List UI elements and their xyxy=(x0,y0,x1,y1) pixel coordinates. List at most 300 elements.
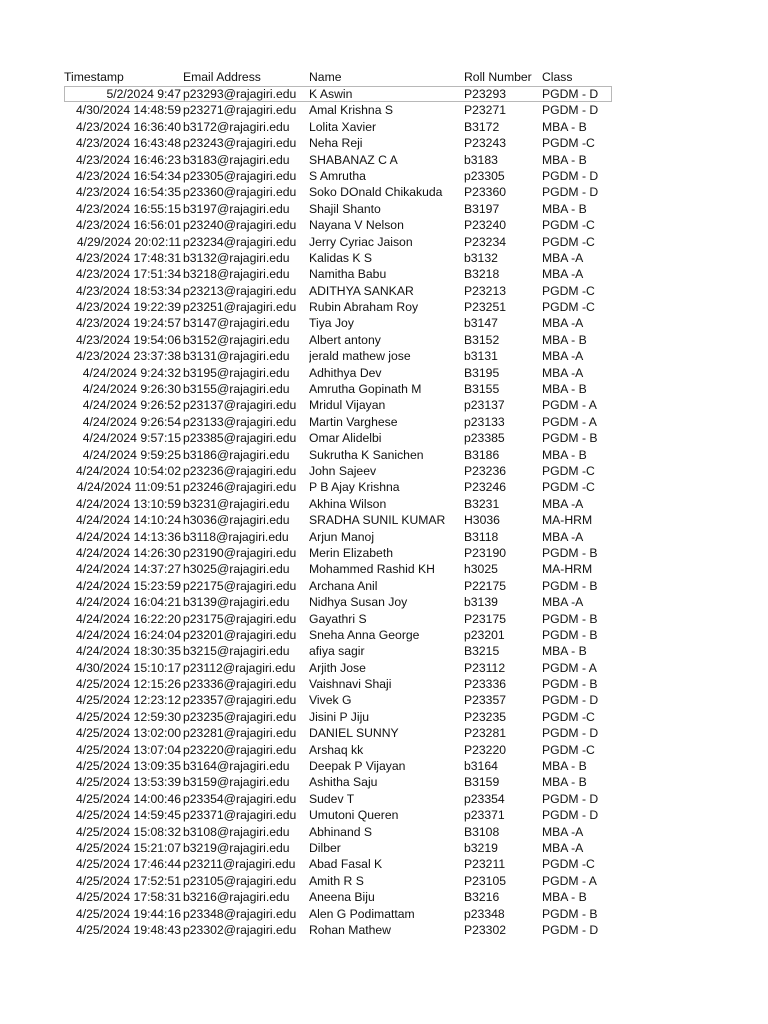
cell-name[interactable]: Lolita Xavier xyxy=(309,119,377,134)
cell-email[interactable]: p23211@rajagiri.edu xyxy=(183,857,296,872)
cell-timestamp[interactable]: 4/25/2024 13:07:04 xyxy=(75,742,181,757)
table-row[interactable] xyxy=(64,692,612,708)
cell-name[interactable]: Merin Elizabeth xyxy=(309,545,393,560)
cell-roll-number[interactable]: P23336 xyxy=(464,677,507,692)
cell-roll-number[interactable]: p23305 xyxy=(464,168,505,183)
cell-email[interactable]: p23243@rajagiri.edu xyxy=(183,136,297,151)
cell-timestamp[interactable]: 4/24/2024 14:13:36 xyxy=(75,529,181,544)
cell-roll-number[interactable]: p23371 xyxy=(464,808,505,823)
cell-roll-number[interactable]: P23190 xyxy=(464,545,507,560)
cell-timestamp[interactable]: 4/25/2024 15:21:07 xyxy=(75,840,181,855)
cell-roll-number[interactable]: P23112 xyxy=(464,660,506,675)
cell-class[interactable]: PGDM - B xyxy=(542,545,598,560)
cell-name[interactable]: Aneena Biju xyxy=(309,890,375,905)
cell-class[interactable]: PGDM -C xyxy=(542,463,595,478)
table-row[interactable] xyxy=(64,807,612,823)
table-row[interactable] xyxy=(64,348,612,364)
cell-class[interactable]: MBA -A xyxy=(542,267,584,282)
table-row[interactable] xyxy=(64,201,612,217)
cell-timestamp[interactable]: 4/24/2024 18:30:35 xyxy=(75,644,181,659)
table-row[interactable] xyxy=(64,889,612,905)
cell-email[interactable]: p23371@rajagiri.edu xyxy=(183,808,297,823)
cell-email[interactable]: p23281@rajagiri.edu xyxy=(183,726,297,741)
header-roll-number[interactable]: Roll Number xyxy=(464,70,532,84)
cell-roll-number[interactable]: H3036 xyxy=(464,513,500,528)
cell-name[interactable]: Nidhya Susan Joy xyxy=(309,595,408,610)
table-row[interactable] xyxy=(64,824,612,840)
cell-name[interactable]: Amrutha Gopinath M xyxy=(309,382,422,397)
cell-name[interactable]: Arshaq kk xyxy=(309,742,364,757)
cell-email[interactable]: p23235@rajagiri.edu xyxy=(183,709,297,724)
cell-class[interactable]: PGDM - A xyxy=(542,873,597,888)
cell-roll-number[interactable]: h3025 xyxy=(464,562,498,577)
cell-name[interactable]: Jisini P Jiju xyxy=(309,709,370,724)
cell-class[interactable]: MBA -A xyxy=(542,840,584,855)
cell-timestamp[interactable]: 4/23/2024 16:54:35 xyxy=(75,185,181,200)
cell-email[interactable]: p23240@rajagiri.edu xyxy=(183,218,297,233)
cell-email[interactable]: b3155@rajagiri.edu xyxy=(183,382,290,397)
cell-roll-number[interactable]: P23302 xyxy=(464,922,507,937)
cell-roll-number[interactable]: b3147 xyxy=(464,316,498,331)
cell-class[interactable]: MA-HRM xyxy=(542,562,593,577)
cell-name[interactable]: Rubin Abraham Roy xyxy=(309,300,419,315)
cell-class[interactable]: MBA -A xyxy=(542,316,584,331)
cell-timestamp[interactable]: 4/25/2024 17:52:51 xyxy=(75,873,181,888)
cell-timestamp[interactable]: 4/25/2024 19:48:43 xyxy=(75,922,181,937)
cell-class[interactable]: PGDM - D xyxy=(542,726,599,741)
cell-email[interactable]: b3132@rajagiri.edu xyxy=(183,250,290,265)
cell-email[interactable]: p23305@rajagiri.edu xyxy=(183,168,297,183)
table-row[interactable] xyxy=(64,430,612,446)
table-row[interactable] xyxy=(64,414,612,430)
table-row[interactable] xyxy=(64,315,612,331)
cell-email[interactable]: h3036@rajagiri.edu xyxy=(183,513,290,528)
cell-roll-number[interactable]: p23133 xyxy=(464,414,505,429)
cell-email[interactable]: b3139@rajagiri.edu xyxy=(183,595,290,610)
cell-timestamp[interactable]: 4/25/2024 13:09:35 xyxy=(75,759,181,774)
cell-name[interactable]: SHABANAZ C A xyxy=(309,152,398,167)
cell-email[interactable]: b3215@rajagiri.edu xyxy=(183,644,290,659)
cell-email[interactable]: p23302@rajagiri.edu xyxy=(183,922,297,937)
cell-name[interactable]: Alen G Podimattam xyxy=(309,906,415,921)
cell-roll-number[interactable]: p23201 xyxy=(464,627,505,642)
cell-email[interactable]: p23190@rajagiri.edu xyxy=(183,545,297,560)
cell-class[interactable]: MBA - B xyxy=(542,644,587,659)
cell-roll-number[interactable]: P23243 xyxy=(464,136,507,151)
table-row[interactable] xyxy=(64,758,612,774)
cell-name[interactable]: K Aswin xyxy=(309,87,353,101)
cell-roll-number[interactable]: B3152 xyxy=(464,332,500,347)
table-row[interactable] xyxy=(64,102,612,118)
cell-roll-number[interactable]: B3215 xyxy=(464,644,500,659)
cell-name[interactable]: John Sajeev xyxy=(309,463,377,478)
table-row[interactable] xyxy=(64,250,612,266)
table-row[interactable] xyxy=(64,627,612,643)
cell-timestamp[interactable]: 4/25/2024 17:46:44 xyxy=(75,857,181,872)
table-row[interactable] xyxy=(64,742,612,758)
cell-name[interactable]: Vivek G xyxy=(309,693,352,708)
cell-name[interactable]: Adhithya Dev xyxy=(309,365,382,380)
table-row[interactable] xyxy=(64,152,612,168)
cell-class[interactable]: PGDM - D xyxy=(542,791,599,806)
cell-class[interactable]: PGDM - D xyxy=(542,103,599,118)
table-row[interactable] xyxy=(64,365,612,381)
cell-timestamp[interactable]: 4/25/2024 17:58:31 xyxy=(75,890,181,905)
cell-timestamp[interactable]: 4/23/2024 23:37:38 xyxy=(75,349,181,364)
cell-email[interactable]: b3183@rajagiri.edu xyxy=(183,152,290,167)
cell-name[interactable]: Abhinand S xyxy=(309,824,373,839)
cell-class[interactable]: PGDM -C xyxy=(542,234,595,249)
cell-roll-number[interactable]: B3216 xyxy=(464,890,500,905)
cell-roll-number[interactable]: P23234 xyxy=(464,234,507,249)
cell-class[interactable]: PGDM - A xyxy=(542,660,597,675)
cell-name[interactable]: SRADHA SUNIL KUMAR xyxy=(309,513,446,528)
cell-email[interactable]: b3152@rajagiri.edu xyxy=(183,332,290,347)
cell-timestamp[interactable]: 4/25/2024 14:00:46 xyxy=(75,791,181,806)
cell-email[interactable]: b3219@rajagiri.edu xyxy=(183,840,290,855)
cell-email[interactable]: b3172@rajagiri.edu xyxy=(183,119,290,134)
cell-timestamp[interactable]: 4/24/2024 13:10:59 xyxy=(75,496,181,511)
cell-roll-number[interactable]: B3231 xyxy=(464,496,500,511)
cell-timestamp[interactable]: 4/24/2024 9:57:15 xyxy=(82,431,181,446)
cell-class[interactable]: MBA - B xyxy=(542,890,587,905)
cell-name[interactable]: Arjun Manoj xyxy=(309,529,375,544)
cell-timestamp[interactable]: 4/24/2024 9:26:52 xyxy=(82,398,181,413)
cell-timestamp[interactable]: 4/24/2024 10:54:02 xyxy=(75,463,181,478)
table-row[interactable] xyxy=(64,545,612,561)
cell-class[interactable]: MBA - B xyxy=(542,201,587,216)
cell-class[interactable]: MBA - B xyxy=(542,332,587,347)
cell-class[interactable]: PGDM - B xyxy=(542,431,598,446)
cell-timestamp[interactable]: 4/25/2024 19:44:16 xyxy=(75,906,181,921)
cell-roll-number[interactable]: P23105 xyxy=(464,873,507,888)
cell-class[interactable]: MBA -A xyxy=(542,595,584,610)
cell-email[interactable]: b3216@rajagiri.edu xyxy=(183,890,290,905)
cell-timestamp[interactable]: 4/23/2024 16:54:34 xyxy=(75,168,181,183)
cell-roll-number[interactable]: b3139 xyxy=(464,595,498,610)
table-row-selected[interactable] xyxy=(64,86,612,102)
table-row[interactable] xyxy=(64,840,612,856)
cell-timestamp[interactable]: 4/25/2024 13:53:39 xyxy=(75,775,181,790)
cell-timestamp[interactable]: 4/25/2024 15:08:32 xyxy=(75,824,181,839)
cell-name[interactable]: Albert antony xyxy=(309,332,381,347)
cell-roll-number[interactable]: P23357 xyxy=(464,693,507,708)
cell-class[interactable]: PGDM -C xyxy=(542,136,595,151)
cell-name[interactable]: Umutoni Queren xyxy=(309,808,399,823)
cell-email[interactable]: p22175@rajagiri.edu xyxy=(183,578,297,593)
cell-name[interactable]: Arjith Jose xyxy=(309,660,366,675)
cell-timestamp[interactable]: 4/23/2024 16:46:23 xyxy=(75,152,181,167)
cell-roll-number[interactable]: P23236 xyxy=(464,463,507,478)
cell-timestamp[interactable]: 4/30/2024 14:48:59 xyxy=(75,103,181,118)
cell-timestamp[interactable]: 4/24/2024 9:26:54 xyxy=(82,414,181,429)
cell-class[interactable]: PGDM - D xyxy=(542,168,599,183)
table-row[interactable] xyxy=(64,119,612,135)
cell-name[interactable]: Ashitha Saju xyxy=(309,775,378,790)
cell-timestamp[interactable]: 4/25/2024 13:02:00 xyxy=(75,726,181,741)
cell-class[interactable]: PGDM - D xyxy=(542,185,599,200)
table-row[interactable] xyxy=(64,266,612,282)
table-row[interactable] xyxy=(64,611,612,627)
cell-class[interactable]: PGDM - B xyxy=(542,627,598,642)
table-row[interactable] xyxy=(64,299,612,315)
cell-email[interactable]: p23236@rajagiri.edu xyxy=(183,463,297,478)
cell-timestamp[interactable]: 4/24/2024 15:23:59 xyxy=(75,578,181,593)
cell-timestamp[interactable]: 4/25/2024 14:59:45 xyxy=(75,808,181,823)
cell-roll-number[interactable]: p23385 xyxy=(464,431,505,446)
cell-roll-number[interactable]: P23271 xyxy=(464,103,507,118)
table-row[interactable] xyxy=(64,643,612,659)
table-row[interactable] xyxy=(64,676,612,692)
cell-roll-number[interactable]: P23220 xyxy=(464,742,507,757)
cell-roll-number[interactable]: P23240 xyxy=(464,218,507,233)
cell-roll-number[interactable]: B3197 xyxy=(464,201,500,216)
cell-timestamp[interactable]: 5/2/2024 9:47 xyxy=(106,87,181,101)
cell-class[interactable]: PGDM - D xyxy=(542,808,599,823)
table-row[interactable] xyxy=(64,660,612,676)
cell-class[interactable]: PGDM - B xyxy=(542,611,598,626)
cell-class[interactable]: MBA -A xyxy=(542,824,584,839)
cell-name[interactable]: Rohan Mathew xyxy=(309,922,391,937)
cell-email[interactable]: b3231@rajagiri.edu xyxy=(183,496,290,511)
cell-email[interactable]: b3131@rajagiri.edu xyxy=(183,349,290,364)
cell-timestamp[interactable]: 4/23/2024 19:54:06 xyxy=(75,332,181,347)
table-row[interactable] xyxy=(64,381,612,397)
cell-class[interactable]: PGDM -C xyxy=(542,218,595,233)
cell-class[interactable]: MBA - B xyxy=(542,119,587,134)
cell-name[interactable]: Namitha Babu xyxy=(309,267,387,282)
cell-roll-number[interactable]: P23246 xyxy=(464,480,507,495)
cell-timestamp[interactable]: 4/23/2024 16:36:40 xyxy=(75,119,181,134)
cell-email[interactable]: p23175@rajagiri.edu xyxy=(183,611,297,626)
cell-name[interactable]: Kalidas K S xyxy=(309,250,373,265)
header-email[interactable]: Email Address xyxy=(183,70,261,84)
cell-class[interactable]: PGDM - A xyxy=(542,414,597,429)
table-row[interactable] xyxy=(64,594,612,610)
cell-class[interactable]: PGDM -C xyxy=(542,857,595,872)
cell-name[interactable]: Sukrutha K Sanichen xyxy=(309,447,424,462)
table-row[interactable] xyxy=(64,447,612,463)
cell-name[interactable]: Deepak P Vijayan xyxy=(309,759,406,774)
cell-roll-number[interactable]: P23175 xyxy=(464,611,507,626)
cell-timestamp[interactable]: 4/24/2024 9:24:32 xyxy=(82,365,181,380)
cell-roll-number[interactable]: P23293 xyxy=(464,87,507,101)
cell-name[interactable]: DANIEL SUNNY xyxy=(309,726,399,741)
cell-roll-number[interactable]: B3218 xyxy=(464,267,500,282)
cell-roll-number[interactable]: p23137 xyxy=(464,398,505,413)
cell-roll-number[interactable]: B3172 xyxy=(464,119,500,134)
cell-roll-number[interactable]: P23251 xyxy=(464,300,507,315)
cell-name[interactable]: Tiya Joy xyxy=(309,316,354,331)
cell-roll-number[interactable]: b3164 xyxy=(464,759,498,774)
cell-timestamp[interactable]: 4/24/2024 16:04:21 xyxy=(75,595,181,610)
cell-email[interactable]: p23354@rajagiri.edu xyxy=(183,791,297,806)
table-row[interactable] xyxy=(64,922,612,938)
cell-name[interactable]: Amal Krishna S xyxy=(309,103,393,118)
cell-roll-number[interactable]: p23348 xyxy=(464,906,505,921)
cell-name[interactable]: Nayana V Nelson xyxy=(309,218,404,233)
cell-roll-number[interactable]: p23354 xyxy=(464,791,505,806)
table-row[interactable] xyxy=(64,856,612,872)
cell-name[interactable]: Mohammed Rashid KH xyxy=(309,562,435,577)
cell-email[interactable]: p23357@rajagiri.edu xyxy=(183,693,297,708)
cell-email[interactable]: b3108@rajagiri.edu xyxy=(183,824,290,839)
cell-roll-number[interactable]: P23211 xyxy=(464,857,506,872)
cell-email[interactable]: b3197@rajagiri.edu xyxy=(183,201,290,216)
table-row[interactable] xyxy=(64,217,612,233)
cell-roll-number[interactable]: B3118 xyxy=(464,529,499,544)
table-row[interactable] xyxy=(64,561,612,577)
cell-class[interactable]: PGDM - B xyxy=(542,677,598,692)
table-row[interactable] xyxy=(64,463,612,479)
cell-name[interactable]: Akhina Wilson xyxy=(309,496,387,511)
cell-class[interactable]: PGDM -C xyxy=(542,709,595,724)
cell-email[interactable]: p23201@rajagiri.edu xyxy=(183,627,297,642)
cell-email[interactable]: p23348@rajagiri.edu xyxy=(183,906,297,921)
cell-roll-number[interactable]: B3108 xyxy=(464,824,500,839)
header-class[interactable]: Class xyxy=(542,70,573,84)
cell-class[interactable]: PGDM -C xyxy=(542,300,595,315)
cell-timestamp[interactable]: 4/23/2024 18:53:34 xyxy=(75,283,181,298)
cell-roll-number[interactable]: B3155 xyxy=(464,382,500,397)
table-row[interactable] xyxy=(64,496,612,512)
cell-email[interactable]: p23234@rajagiri.edu xyxy=(183,234,297,249)
cell-email[interactable]: b3118@rajagiri.edu xyxy=(183,529,289,544)
cell-timestamp[interactable]: 4/24/2024 9:59:25 xyxy=(82,447,181,462)
cell-email[interactable]: b3159@rajagiri.edu xyxy=(183,775,290,790)
cell-timestamp[interactable]: 4/23/2024 16:43:48 xyxy=(75,136,181,151)
cell-email[interactable]: b3147@rajagiri.edu xyxy=(183,316,290,331)
table-row[interactable] xyxy=(64,234,612,250)
table-row[interactable] xyxy=(64,283,612,299)
cell-name[interactable]: Jerry Cyriac Jaison xyxy=(309,234,413,249)
cell-roll-number[interactable]: B3186 xyxy=(464,447,500,462)
cell-timestamp[interactable]: 4/23/2024 16:55:15 xyxy=(75,201,181,216)
cell-roll-number[interactable]: P23281 xyxy=(464,726,507,741)
cell-timestamp[interactable]: 4/25/2024 12:15:26 xyxy=(75,677,181,692)
cell-name[interactable]: Gayathri S xyxy=(309,611,367,626)
table-row[interactable] xyxy=(64,774,612,790)
cell-timestamp[interactable]: 4/23/2024 19:24:57 xyxy=(75,316,181,331)
cell-email[interactable]: b3218@rajagiri.edu xyxy=(183,267,290,282)
cell-class[interactable]: MBA - B xyxy=(542,152,587,167)
cell-class[interactable]: PGDM -C xyxy=(542,283,595,298)
cell-email[interactable]: p23220@rajagiri.edu xyxy=(183,742,297,757)
cell-class[interactable]: MBA - B xyxy=(542,775,587,790)
cell-timestamp[interactable]: 4/25/2024 12:23:12 xyxy=(75,693,181,708)
cell-roll-number[interactable]: P23213 xyxy=(464,283,507,298)
cell-timestamp[interactable]: 4/23/2024 16:56:01 xyxy=(75,218,181,233)
cell-email[interactable]: b3186@rajagiri.edu xyxy=(183,447,290,462)
cell-class[interactable]: MBA -A xyxy=(542,365,584,380)
table-row[interactable] xyxy=(64,709,612,725)
table-row[interactable] xyxy=(64,397,612,413)
cell-class[interactable]: PGDM - A xyxy=(542,398,597,413)
table-row[interactable] xyxy=(64,332,612,348)
table-row[interactable] xyxy=(64,725,612,741)
cell-timestamp[interactable]: 4/23/2024 17:51:34 xyxy=(75,267,181,282)
cell-name[interactable]: ADITHYA SANKAR xyxy=(309,283,414,298)
cell-roll-number[interactable]: b3131 xyxy=(464,349,498,364)
cell-timestamp[interactable]: 4/30/2024 15:10:17 xyxy=(75,660,181,675)
cell-timestamp[interactable]: 4/24/2024 16:24:04 xyxy=(75,627,181,642)
cell-timestamp[interactable]: 4/23/2024 17:48:31 xyxy=(75,250,181,265)
cell-timestamp[interactable]: 4/25/2024 12:59:30 xyxy=(75,709,181,724)
cell-name[interactable]: Shajil Shanto xyxy=(309,201,381,216)
table-row[interactable] xyxy=(64,529,612,545)
cell-class[interactable]: MBA - B xyxy=(542,759,587,774)
cell-timestamp[interactable]: 4/24/2024 16:22:20 xyxy=(75,611,181,626)
cell-class[interactable]: MBA - B xyxy=(542,382,587,397)
cell-name[interactable]: jerald mathew jose xyxy=(309,349,411,364)
cell-email[interactable]: p23251@rajagiri.edu xyxy=(183,300,297,315)
cell-email[interactable]: p23112@rajagiri.edu xyxy=(183,660,296,675)
cell-email[interactable]: p23105@rajagiri.edu xyxy=(183,873,297,888)
cell-timestamp[interactable]: 4/24/2024 9:26:30 xyxy=(82,382,181,397)
cell-roll-number[interactable]: b3183 xyxy=(464,152,498,167)
cell-name[interactable]: Neha Reji xyxy=(309,136,363,151)
cell-timestamp[interactable]: 4/24/2024 11:09:51 xyxy=(76,480,181,495)
table-row[interactable] xyxy=(64,168,612,184)
cell-email[interactable]: p23385@rajagiri.edu xyxy=(183,431,297,446)
cell-name[interactable]: Amith R S xyxy=(309,873,364,888)
cell-name[interactable]: Archana Anil xyxy=(309,578,378,593)
cell-email[interactable]: p23360@rajagiri.edu xyxy=(183,185,297,200)
cell-email[interactable]: p23133@rajagiri.edu xyxy=(183,414,297,429)
cell-class[interactable]: PGDM - B xyxy=(542,906,598,921)
cell-class[interactable]: PGDM - D xyxy=(542,922,599,937)
header-timestamp[interactable]: Timestamp xyxy=(64,70,124,84)
cell-name[interactable]: P B Ajay Krishna xyxy=(309,480,400,495)
cell-class[interactable]: PGDM -C xyxy=(542,742,595,757)
cell-email[interactable]: p23271@rajagiri.edu xyxy=(183,103,297,118)
cell-roll-number[interactable]: B3159 xyxy=(464,775,500,790)
table-row[interactable] xyxy=(64,906,612,922)
cell-class[interactable]: MBA -A xyxy=(542,349,584,364)
cell-name[interactable]: Sudev T xyxy=(309,791,355,806)
cell-class[interactable]: MA-HRM xyxy=(542,513,593,528)
cell-class[interactable]: MBA -A xyxy=(542,250,584,265)
table-row[interactable] xyxy=(64,791,612,807)
cell-email[interactable]: b3195@rajagiri.edu xyxy=(183,365,290,380)
cell-roll-number[interactable]: P23360 xyxy=(464,185,507,200)
cell-timestamp[interactable]: 4/23/2024 19:22:39 xyxy=(75,300,181,315)
cell-name[interactable]: Vaishnavi Shaji xyxy=(309,677,392,692)
cell-roll-number[interactable]: P22175 xyxy=(464,578,507,593)
cell-class[interactable]: MBA -A xyxy=(542,496,584,511)
table-row[interactable] xyxy=(64,135,612,151)
cell-timestamp[interactable]: 4/24/2024 14:10:24 xyxy=(75,513,181,528)
cell-email[interactable]: p23246@rajagiri.edu xyxy=(183,480,297,495)
cell-email[interactable]: p23336@rajagiri.edu xyxy=(183,677,297,692)
cell-email[interactable]: h3025@rajagiri.edu xyxy=(183,562,290,577)
cell-timestamp[interactable]: 4/24/2024 14:37:27 xyxy=(75,562,181,577)
cell-roll-number[interactable]: b3219 xyxy=(464,840,498,855)
cell-name[interactable]: Mridul Vijayan xyxy=(309,398,386,413)
header-name[interactable]: Name xyxy=(309,70,342,84)
cell-name[interactable]: Omar Alidelbi xyxy=(309,431,382,446)
cell-name[interactable]: Sneha Anna George xyxy=(309,627,420,642)
table-row[interactable] xyxy=(64,479,612,495)
cell-name[interactable]: Dilber xyxy=(309,840,341,855)
cell-class[interactable]: PGDM - D xyxy=(542,87,599,101)
cell-name[interactable]: Martin Varghese xyxy=(309,414,398,429)
cell-name[interactable]: Soko DOnald Chikakuda xyxy=(309,185,443,200)
cell-class[interactable]: PGDM - B xyxy=(542,578,598,593)
cell-class[interactable]: PGDM -C xyxy=(542,480,595,495)
cell-roll-number[interactable]: P23235 xyxy=(464,709,507,724)
cell-email[interactable]: p23213@rajagiri.edu xyxy=(183,283,297,298)
